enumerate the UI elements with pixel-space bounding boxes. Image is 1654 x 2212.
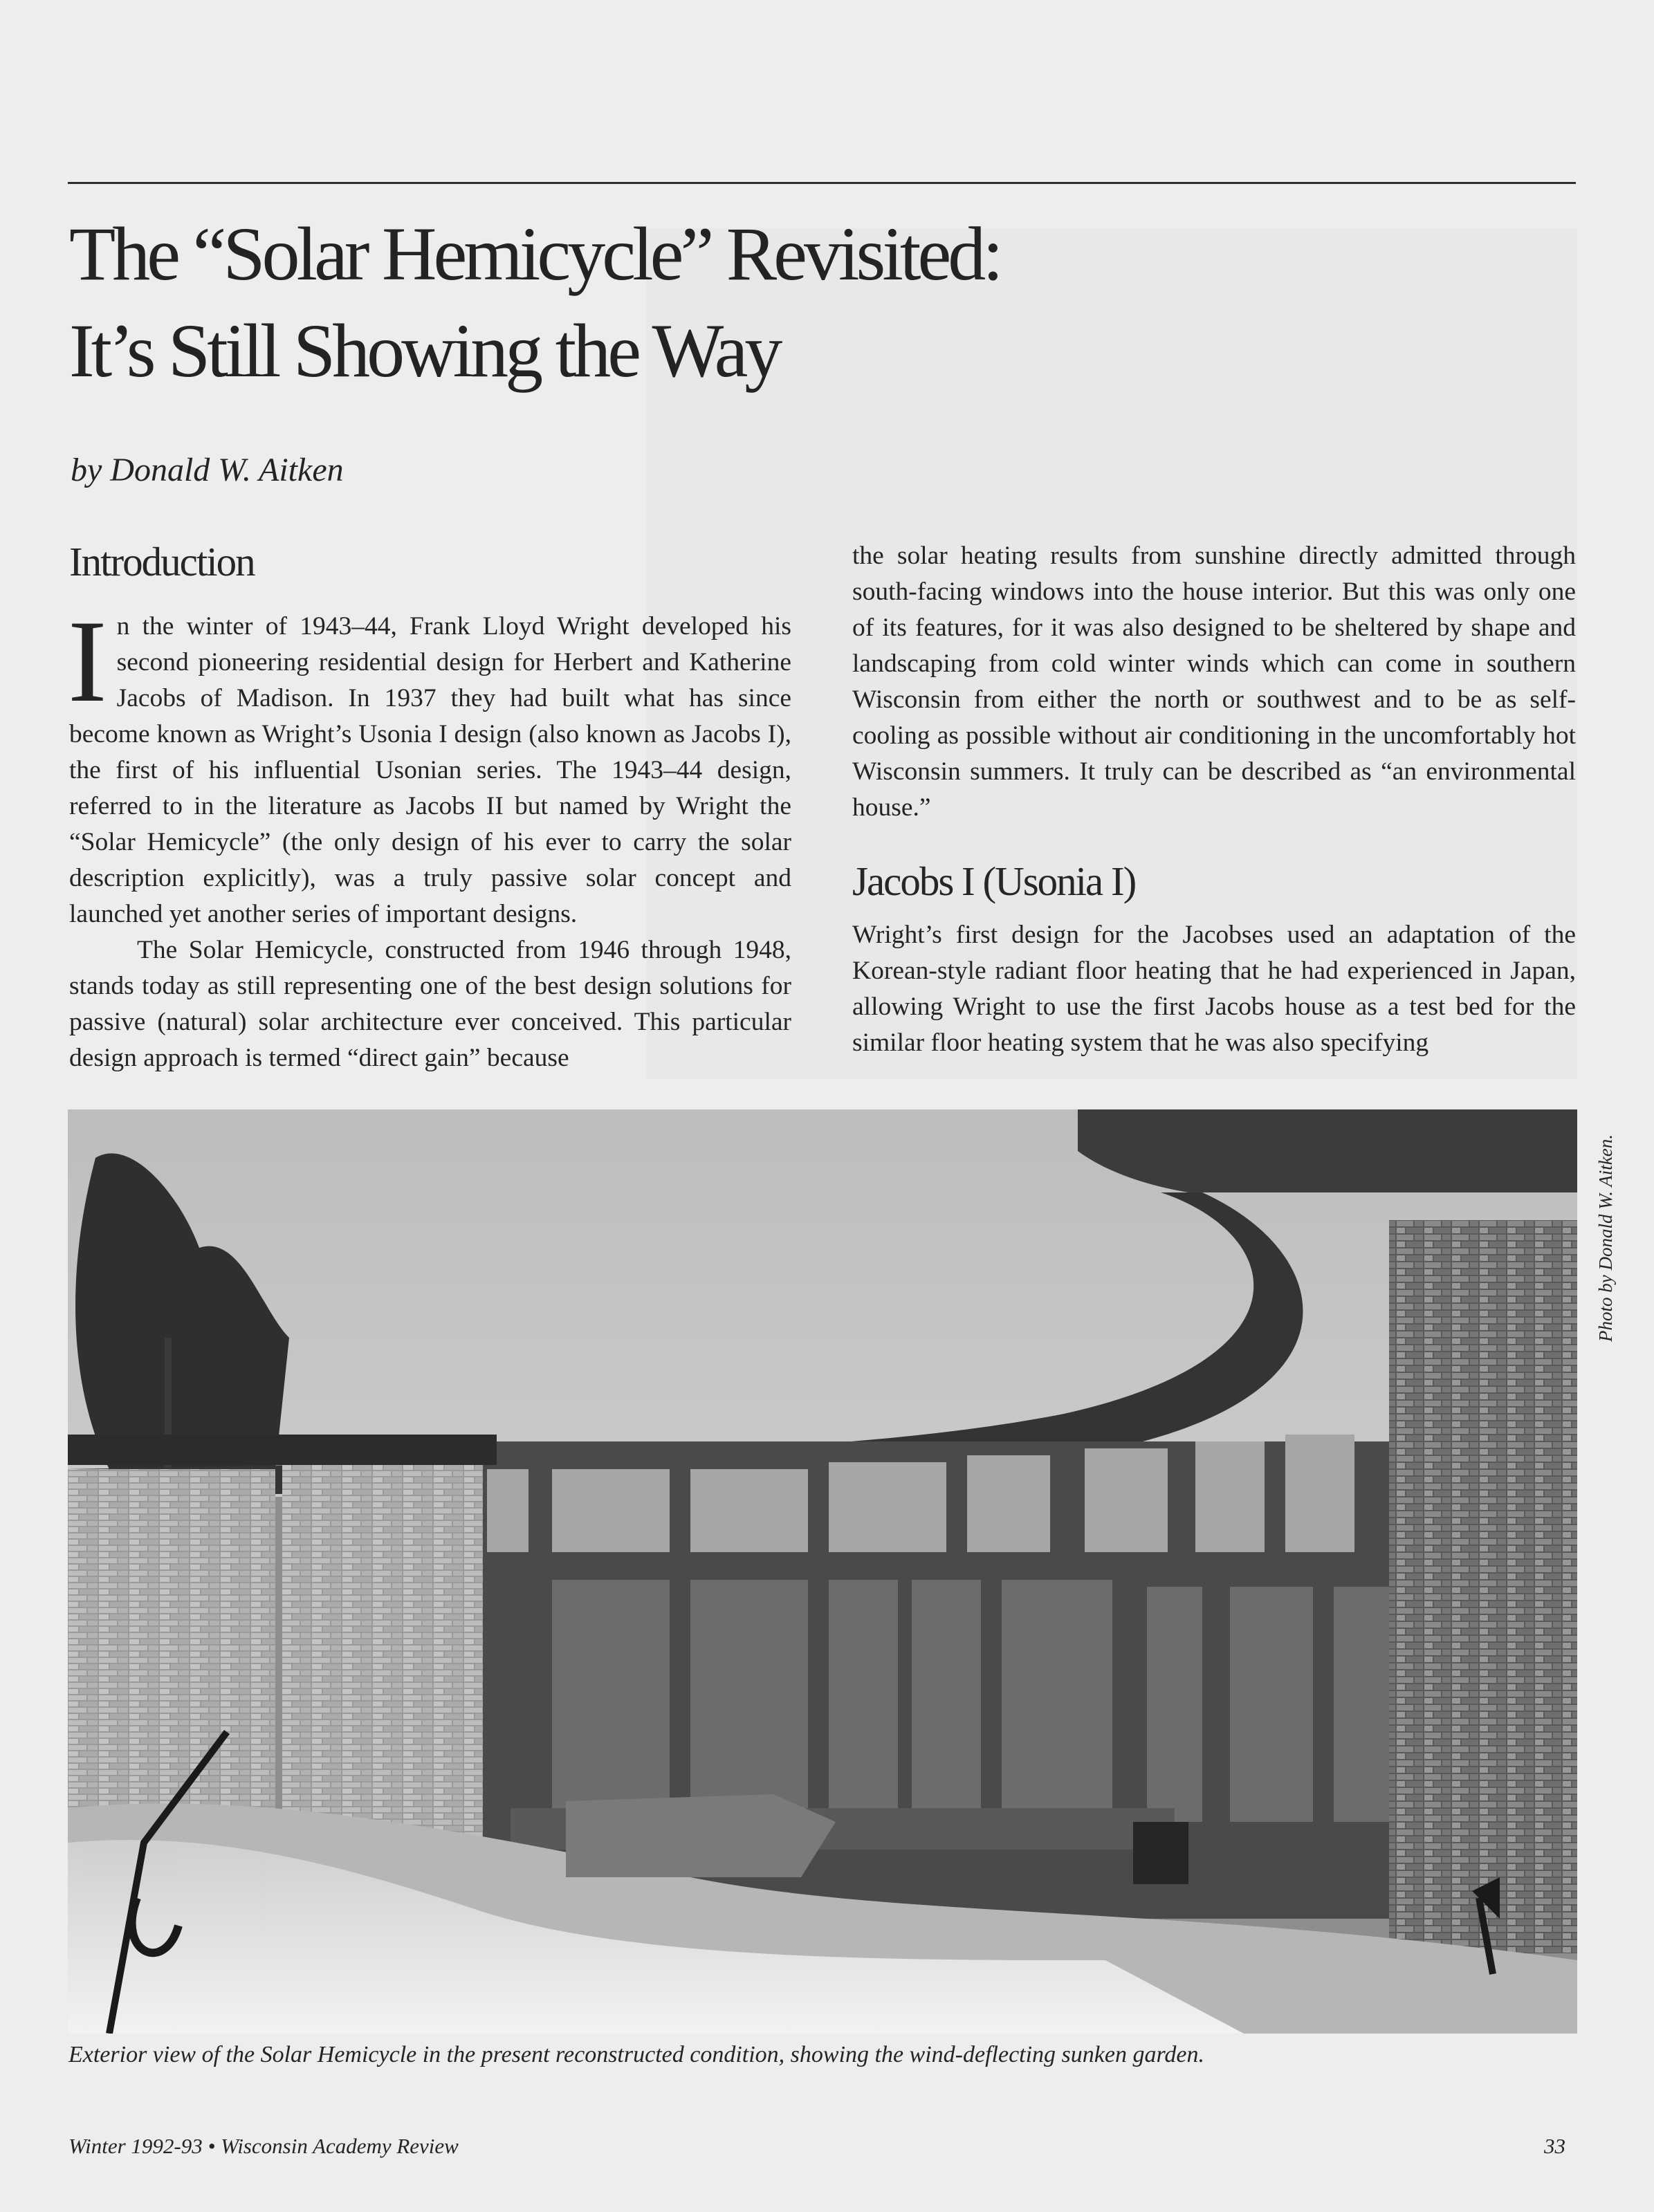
article-title xyxy=(69,212,1000,409)
header-rule xyxy=(68,182,1576,184)
photo-caption: Exterior view of the Solar Hemicycle in the present reconstructed condition, showing the wind-deflecting sunken garden. xyxy=(68,2042,1205,2067)
right-column-bottom xyxy=(852,917,1576,1061)
byline: by Donald W. Aitken xyxy=(71,452,344,488)
house-photo xyxy=(68,1109,1577,2034)
intro-paragraph-3: the solar heating results from sunshine directly admitted through south-facing windows into the house interior. But this was only one of its features, for it was also designed to be sheltered by shape and landscaping from cold winter winds which can come in southern Wisconsin from either the north or southwest and to be as self-cooling as possible without air conditioning in the uncomfortably hot Wisconsin summers. It truly can be described as “an environmental house.” xyxy=(852,542,1576,822)
intro-paragraph-2: The Solar Hemicycle, constructed from 1946 through 1948, stands today as still representing one of the best design solutions for passive (natural) solar architecture ever conceived. This particular design approach is termed “direct gain” because xyxy=(69,936,791,1072)
left-column xyxy=(68,596,791,1076)
heading-jacobs-1: Jacobs I (Usonia I) xyxy=(852,858,1136,904)
photo-credit: Photo by Donald W. Aitken. xyxy=(1595,1134,1616,1342)
jacobs1-paragraph-1: Wright’s first design for the Jacobses used an adaptation of the Korean-style radiant floor heating that he had experienced in Japan, allowing Wright to use the first Jacobs house as a test bed for the similar floor heating system that he was also specifying xyxy=(852,921,1576,1057)
footer-issue: Winter 1992-93 • Wisconsin Academy Review xyxy=(68,2134,459,2158)
drop-cap: I xyxy=(68,596,107,726)
right-column-top xyxy=(852,538,1576,826)
title-line-1: The “Solar Hemicycle” Revisited: xyxy=(69,212,1000,296)
page-number: 33 xyxy=(1544,2134,1565,2158)
heading-introduction: Introduction xyxy=(69,539,255,584)
intro-paragraph-1-text: n the winter of 1943–44, Frank Lloyd Wright developed his second pioneering residential design for Herbert and Katherine Jacobs of Madison. In 1937 they had built what has since become known as Wright’s Usonia I design (also known as Jacobs I), the first of his influential Usonian series. The 1943–44 design, referred to in the literature as Jacobs II but named by Wright the “Solar Hemicycle” (the only design of his ever to carry the solar description explicitly), was a truly passive solar concept and launched yet another series of important designs. xyxy=(69,612,791,928)
title-line-2: It’s Still Showing the Way xyxy=(69,308,780,393)
intro-paragraph-1 xyxy=(68,596,791,932)
